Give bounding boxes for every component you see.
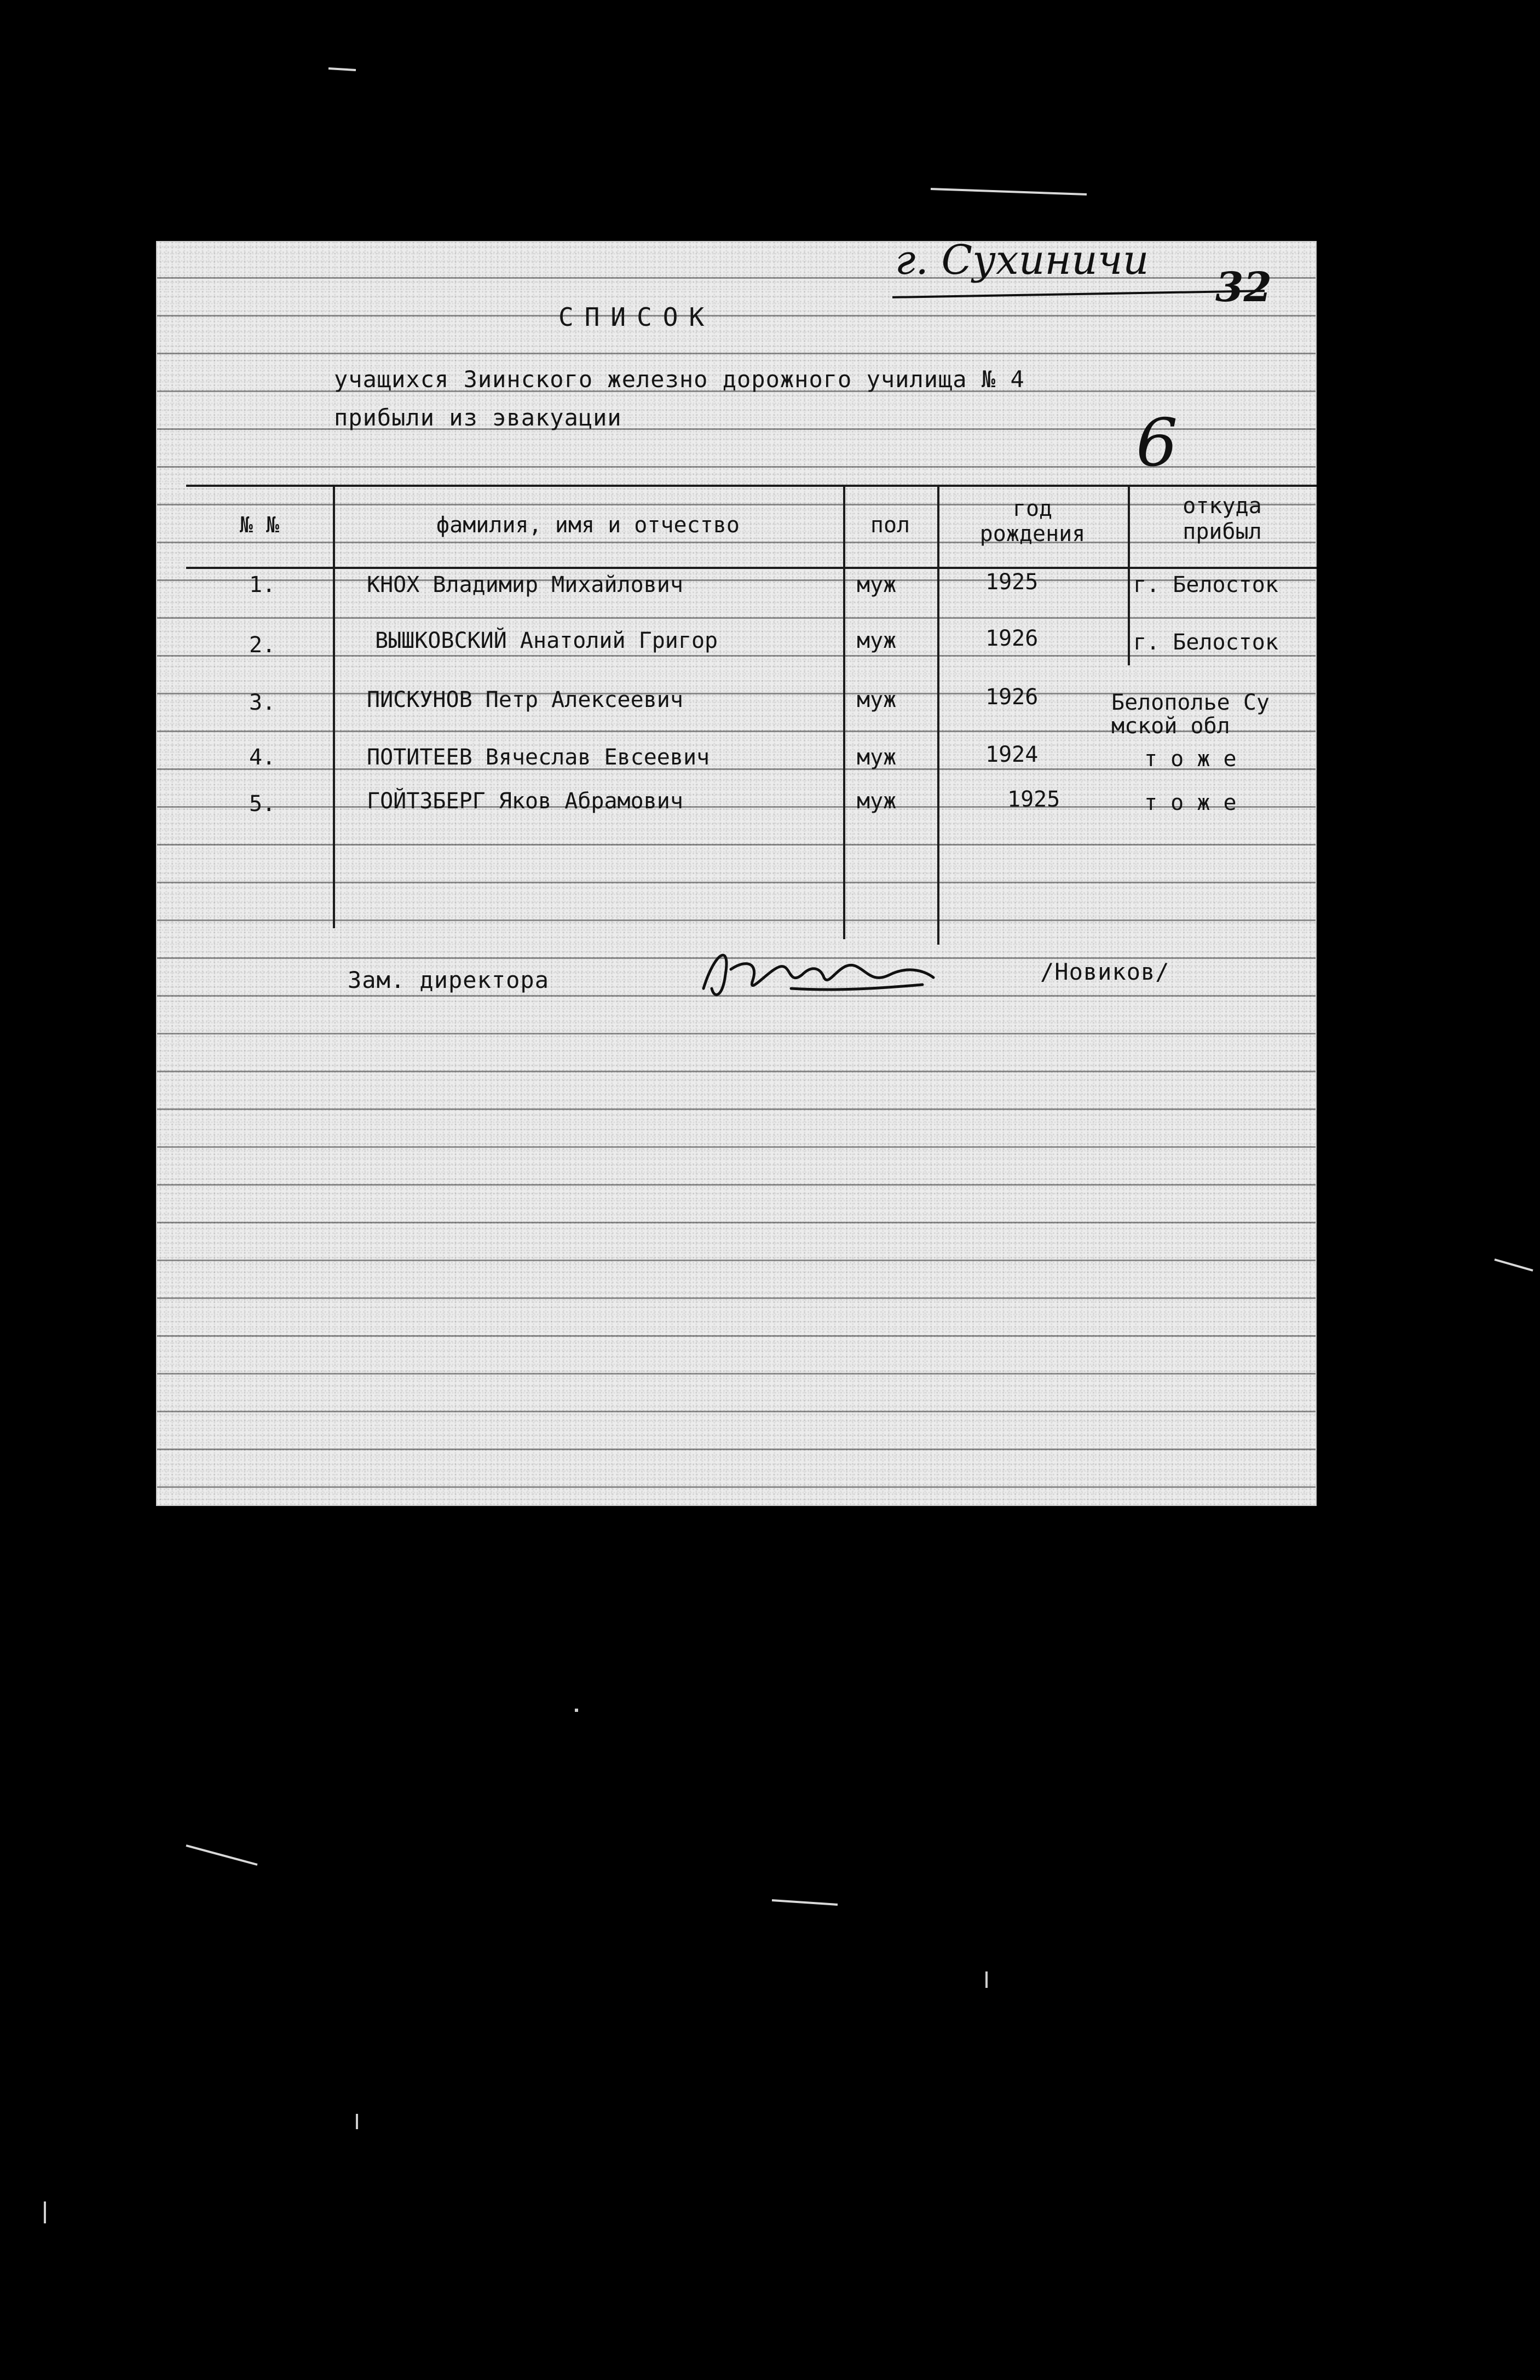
place-underline: [892, 290, 1265, 298]
row-origin: Белополье Су: [1111, 690, 1270, 715]
students-table: [186, 485, 1317, 1172]
handwritten-signature: [693, 936, 944, 1008]
header-sex: пол: [870, 513, 910, 538]
row-name: ВЫШКОВСКИЙ Анатолий Григор: [375, 628, 718, 653]
document-sheet: [156, 237, 1317, 1506]
row-origin: т о ж е: [1144, 790, 1237, 815]
document-subtitle-line-2: прибыли из эвакуации: [334, 404, 622, 431]
header-origin-line-1: откуда: [1183, 493, 1262, 519]
row-name: ПОТИТЕЕВ Вячеслав Евсеевич: [367, 745, 710, 770]
row-birth: 1926: [985, 685, 1039, 710]
row-sex: муж: [857, 572, 897, 597]
row-number: 2.: [249, 633, 276, 658]
folio-number: 32: [1215, 264, 1272, 311]
row-name: ПИСКУНОВ Петр Алексеевич: [367, 687, 683, 712]
row-origin: г. Белосток: [1133, 630, 1278, 655]
header-name: фамилия, имя и отчество: [436, 513, 740, 538]
row-number: 4.: [249, 745, 276, 770]
header-birth-line-1: год: [1012, 496, 1053, 521]
header-number: № №: [239, 513, 280, 538]
row-sex: муж: [857, 745, 897, 770]
row-name: КНОХ Владимир Михайлович: [367, 572, 683, 597]
column-divider: [333, 485, 335, 928]
row-number: 5.: [249, 791, 276, 817]
row-birth: 1924: [985, 742, 1039, 767]
document-subtitle-line-1: учащихся Зиинского железно дорожного училища № 4: [334, 366, 1025, 393]
signature-label: Зам. директора: [348, 967, 550, 993]
table-top-rule: [186, 485, 1317, 487]
header-birth-line-2: рождения: [979, 521, 1086, 547]
header-origin-line-2: прибыл: [1183, 519, 1262, 544]
row-sex: муж: [857, 687, 897, 712]
handwritten-place-note: г. Сухиничи: [895, 237, 1149, 284]
signature-name: /Новиков/: [1040, 958, 1170, 985]
row-name: ГОЙТЗБЕРГ Яков Абрамович: [367, 789, 683, 814]
row-number: 1.: [249, 572, 276, 597]
column-divider: [937, 485, 939, 945]
row-sex: муж: [857, 789, 897, 814]
column-divider: [843, 485, 845, 939]
row-birth: 1926: [985, 626, 1039, 651]
row-birth: 1925: [985, 570, 1039, 595]
row-birth: 1925: [1007, 787, 1060, 812]
row-origin: т о ж е: [1144, 746, 1237, 772]
row-sex: муж: [857, 628, 897, 653]
row-origin: г. Белосток: [1133, 572, 1278, 597]
table-header-rule: [186, 567, 1317, 569]
row-origin-continued: мской обл: [1111, 714, 1230, 739]
row-number: 3.: [249, 690, 276, 715]
sheet-number: 6: [1136, 405, 1178, 481]
document-title: СПИСОК: [558, 302, 716, 332]
